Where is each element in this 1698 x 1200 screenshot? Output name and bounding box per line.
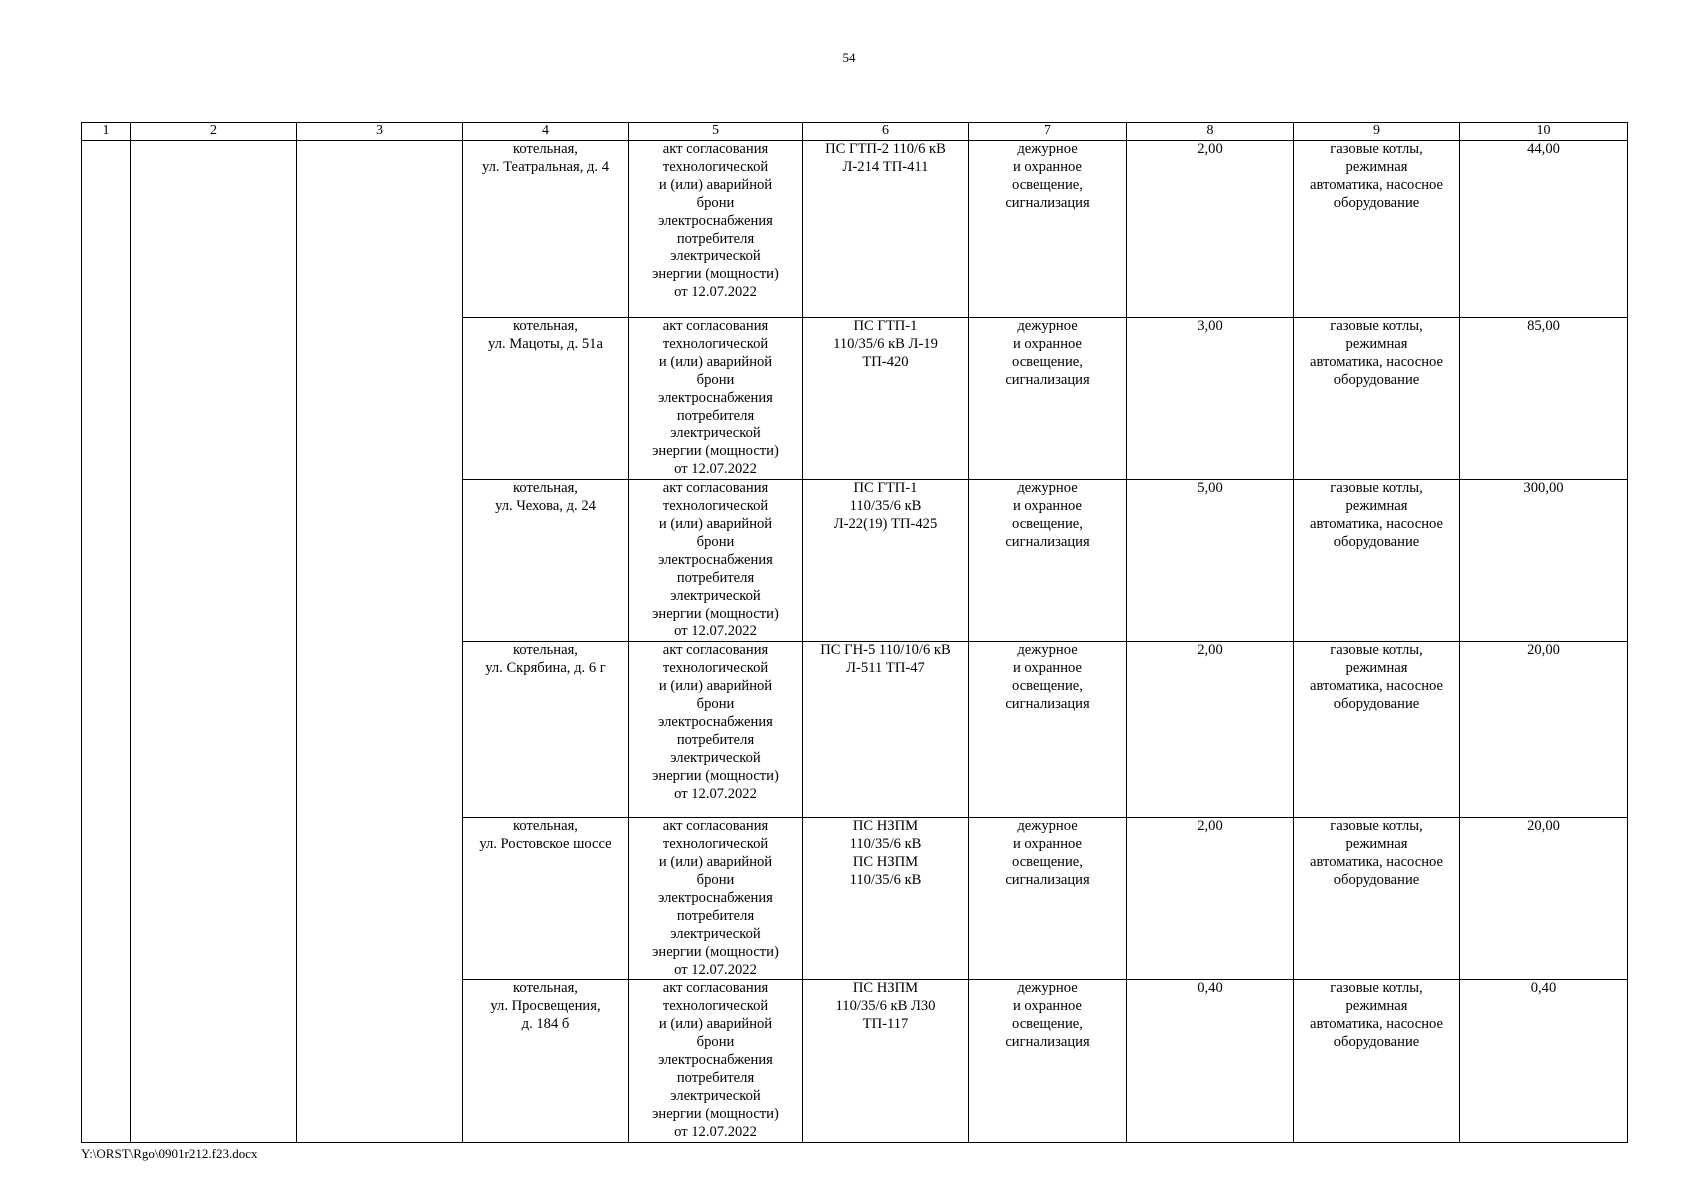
table-row [82,141,1628,318]
cell-power-source: ПС НЗПМ 110/35/6 кВ ПС НЗПМ 110/35/6 кВ [803,818,969,980]
cell-purpose: дежурное и охранное освещение, сигнализация [969,818,1127,980]
cell-power-source: ПС ГТП-1 110/35/6 кВ Л-19 ТП-420 [803,318,969,480]
cell-value-10: 300,00 [1460,480,1628,642]
cell-equipment: газовые котлы, режимная автоматика, насосное оборудование [1294,480,1460,642]
cell-equipment: газовые котлы, режимная автоматика, насосное оборудование [1294,980,1460,1142]
cell-document: акт согласования технологической и (или) аварийной брони электроснабжения потребителя электрической энергии (мощности) от 12.07.2022 [629,318,803,480]
column-header-2: 2 [131,123,297,141]
cell-object: котельная, ул. Ростовское шоссе [463,818,629,980]
cell-object: котельная, ул. Театральная, д. 4 [463,141,629,318]
cell-document: акт согласования технологической и (или) аварийной брони электроснабжения потребителя электрической энергии (мощности) от 12.07.2022 [629,141,803,318]
cell-object: котельная, ул. Скрябина, д. 6 г [463,642,629,818]
cell-document: акт согласования технологической и (или) аварийной брони электроснабжения потребителя электрической энергии (мощности) от 12.07.2022 [629,818,803,980]
cell-purpose: дежурное и охранное освещение, сигнализация [969,980,1127,1142]
cell-value-10: 85,00 [1460,318,1628,480]
cell-value-8: 0,40 [1127,980,1294,1142]
column-header-1: 1 [82,123,131,141]
cell-value-8: 3,00 [1127,318,1294,480]
cell-document: акт согласования технологической и (или) аварийной брони электроснабжения потребителя электрической энергии (мощности) от 12.07.2022 [629,480,803,642]
column-header-8: 8 [1127,123,1294,141]
cell-equipment: газовые котлы, режимная автоматика, насосное оборудование [1294,642,1460,818]
header-row [82,123,1628,141]
cell-purpose: дежурное и охранное освещение, сигнализация [969,642,1127,818]
cell-object: котельная, ул. Чехова, д. 24 [463,480,629,642]
cell-value-8: 2,00 [1127,642,1294,818]
column-header-6: 6 [803,123,969,141]
cell-value-10: 20,00 [1460,818,1628,980]
cell-col1 [82,141,131,1143]
column-header-5: 5 [629,123,803,141]
cell-value-10: 44,00 [1460,141,1628,318]
cell-power-source: ПС ГТП-2 110/6 кВ Л-214 ТП-411 [803,141,969,318]
cell-value-8: 2,00 [1127,818,1294,980]
column-header-10: 10 [1460,123,1628,141]
cell-power-source: ПС ГТП-1 110/35/6 кВ Л-22(19) ТП-425 [803,480,969,642]
cell-power-source: ПС ГН-5 110/10/6 кВ Л-511 ТП-47 [803,642,969,818]
data-table [81,122,1628,1143]
cell-value-8: 2,00 [1127,141,1294,318]
column-header-7: 7 [969,123,1127,141]
column-header-3: 3 [297,123,463,141]
cell-equipment: газовые котлы, режимная автоматика, насосное оборудование [1294,818,1460,980]
cell-purpose: дежурное и охранное освещение, сигнализация [969,141,1127,318]
cell-purpose: дежурное и охранное освещение, сигнализация [969,318,1127,480]
cell-purpose: дежурное и охранное освещение, сигнализация [969,480,1127,642]
cell-equipment: газовые котлы, режимная автоматика, насосное оборудование [1294,318,1460,480]
cell-document: акт согласования технологической и (или) аварийной брони электроснабжения потребителя электрической энергии (мощности) от 12.07.2022 [629,642,803,818]
cell-document: акт согласования технологической и (или) аварийной брони электроснабжения потребителя электрической энергии (мощности) от 12.07.2022 [629,980,803,1142]
column-header-9: 9 [1294,123,1460,141]
cell-col3 [297,141,463,1143]
cell-power-source: ПС НЗПМ 110/35/6 кВ Л30 ТП-117 [803,980,969,1142]
cell-value-10: 20,00 [1460,642,1628,818]
cell-value-10: 0,40 [1460,980,1628,1142]
footer-file-path: Y:\ORST\Rgo\0901r212.f23.docx [81,1146,258,1161]
cell-col2 [131,141,297,1143]
cell-object: котельная, ул. Просвещения, д. 184 б [463,980,629,1142]
cell-equipment: газовые котлы, режимная автоматика, насосное оборудование [1294,141,1460,318]
cell-object: котельная, ул. Мацоты, д. 51а [463,318,629,480]
page-number: 54 [842,50,856,65]
cell-value-8: 5,00 [1127,480,1294,642]
column-header-4: 4 [463,123,629,141]
